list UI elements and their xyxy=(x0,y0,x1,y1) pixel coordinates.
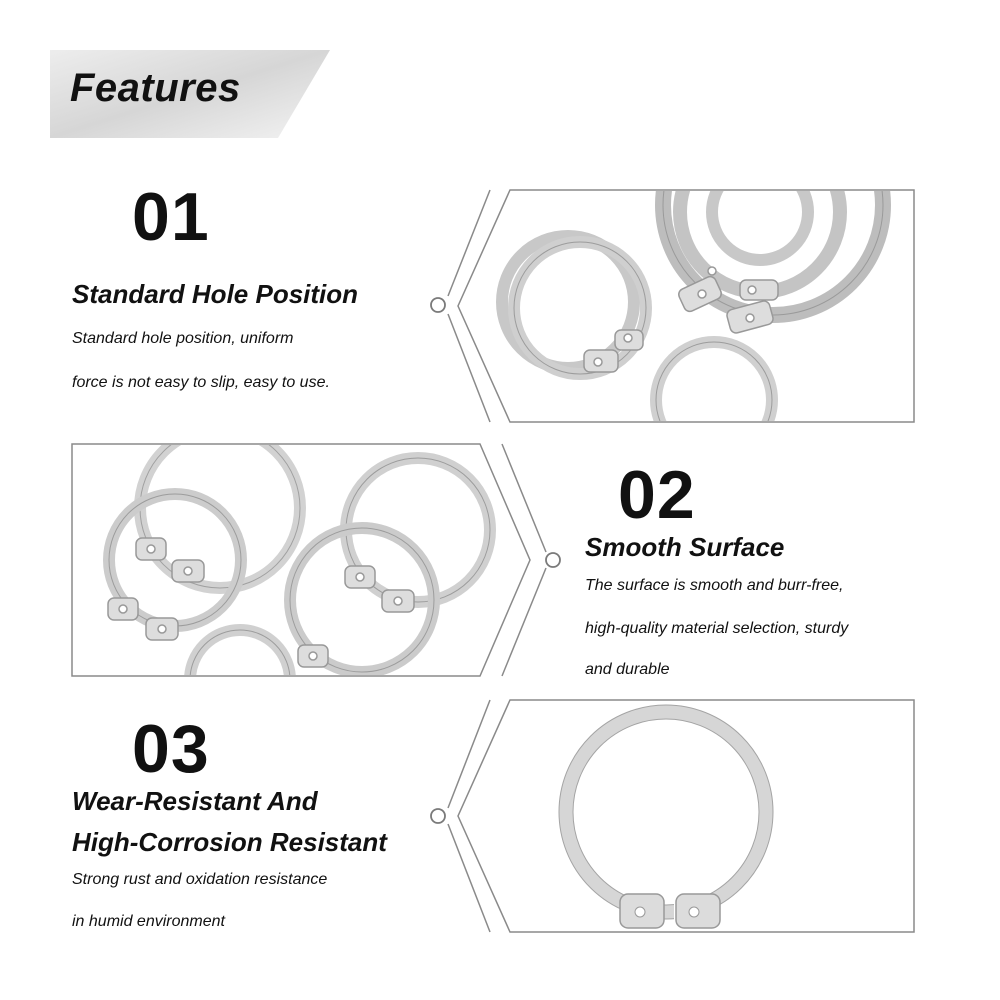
product-photo-3 xyxy=(460,701,913,931)
banner-title: Features xyxy=(70,66,241,110)
feature-3-desc-line-2: in humid environment xyxy=(72,913,225,930)
feature-2-number: 02 xyxy=(618,457,696,533)
feature-3-desc-line-1: Strong rust and oxidation resistance xyxy=(72,871,328,888)
feature-3-title-line-2: High-Corrosion Resistant xyxy=(72,827,387,857)
product-photo-1 xyxy=(460,191,913,421)
frame-3-node xyxy=(431,809,445,823)
frame-1-node xyxy=(431,298,445,312)
feature-3-title-line-1: Wear-Resistant And xyxy=(72,786,318,816)
feature-2-desc-line-2: high-quality material selection, sturdy xyxy=(585,620,849,637)
feature-1-title: Standard Hole Position xyxy=(72,279,359,309)
product-photo-2 xyxy=(73,445,513,675)
feature-2-title: Smooth Surface xyxy=(585,532,785,562)
feature-1-desc-line-1: Standard hole position, uniform xyxy=(72,330,294,347)
feature-2-desc-line-3: and durable xyxy=(585,661,670,678)
feature-3-number: 03 xyxy=(132,711,210,787)
feature-1-number: 01 xyxy=(132,179,210,255)
feature-2-desc-line-1: The surface is smooth and burr-free, xyxy=(585,577,844,594)
feature-1-desc-line-2: force is not easy to slip, easy to use. xyxy=(72,374,330,391)
frame-2-node xyxy=(546,553,560,567)
